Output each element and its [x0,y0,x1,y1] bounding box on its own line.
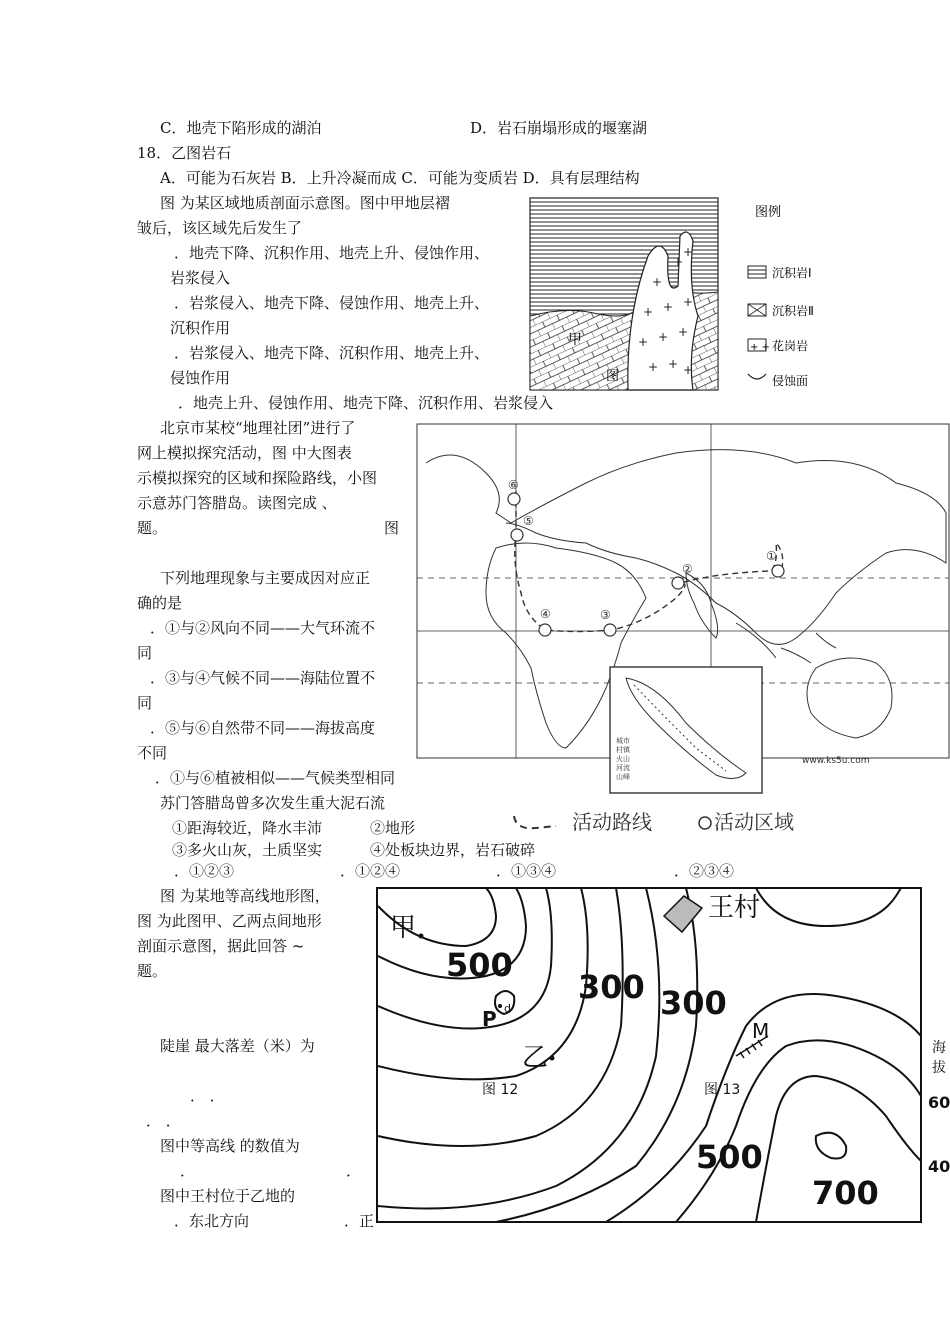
label-wangcun: 王村 [708,893,761,923]
label-d: d [504,1002,511,1015]
contour-intro-line4: 题。 [137,962,168,980]
svg-text:+: + [673,255,684,269]
legend-swatch-erosion [748,374,766,379]
q21-choice-d: ．②③④ [674,862,735,880]
q19-option-b: ．岩浆侵入、地壳下降、侵蚀作用、地壳上升、 [174,294,490,312]
contour-500-b: 500 [696,1138,763,1176]
q21-item-4: ④处板块边界，岩石破碎 [370,841,536,859]
q20-option-a-cont: 同 [137,644,153,662]
svg-text:+: + [643,305,654,319]
svg-text:+: + [683,245,694,259]
svg-text:+: + [683,295,694,309]
legend-route-label: 活动路线 [572,810,652,834]
label-jia: 甲 [568,332,582,348]
contour-700: 700 [812,1174,879,1212]
map-intro-line5: 题。 [137,519,168,537]
q19-option-a: ．地壳下降、沉积作用、地壳上升、侵蚀作用、 [174,244,490,262]
q23-option-a: ． [180,1162,196,1180]
svg-text:+: + [663,300,674,314]
label-point-5: ⑤ [523,514,534,528]
contour-intro-line2: 图 为此图甲、乙两点间地形 [137,912,322,930]
q20-option-b: ．③与④气候不同——海陆位置不 [150,669,376,687]
inset-legend-volcano: 火山 [616,755,630,763]
label-point-6: ⑥ [508,478,519,492]
svg-text:+: + [658,330,669,344]
q18-stem: 18．乙图岩石 [137,144,232,162]
area-point-1 [772,565,784,577]
watermark: www.ks5u.com [802,756,870,766]
q19-stem-line2: 皱后，该区域先后发生了 [137,219,303,237]
q21-item-2: ②地形 [370,819,416,837]
q19-option-b-cont: 沉积作用 [170,319,231,337]
contour-300-a: 300 [578,968,645,1006]
svg-text:+: + [652,275,663,289]
sumatra-inset [610,667,762,793]
inset-legend-peak: 山峰 [616,773,630,781]
q23-stem: 图中等高线 的数值为 [160,1137,300,1155]
inset-legend-river: 河流 [616,764,630,772]
point-jia-dot [419,934,424,939]
q20-option-d: ．①与⑥植被相似——气候类型相同 [155,769,396,787]
q21-stem: 苏门答腊岛曾多次发生重大泥石流 [160,794,386,812]
route-map-legend [506,806,816,836]
legend-area-label: 活动区域 [714,810,794,834]
side-label-ba: 拔 [932,1060,946,1076]
area-point-3 [604,624,616,636]
q24-option-b: ．正 [344,1212,375,1230]
q22-options: ． ． [190,1087,225,1105]
legend-sed2: 沉积岩Ⅱ [772,304,814,318]
q19-option-a-cont: 岩浆侵入 [170,269,231,287]
label-tu: 图 [606,369,620,384]
map-intro-line2: 网上模拟探究活动，图 中大图表 [137,444,352,462]
svg-text:+: + [678,325,689,339]
q21-item-1: ①距海较近，降水丰沛 [172,819,323,837]
q24-option-a: ．东北方向 [174,1212,250,1230]
q20-option-a: ．①与②风向不同——大气环流不 [150,619,376,637]
contour-500-a: 500 [446,946,513,984]
area-point-4 [539,624,551,636]
q17-option-d: D．岩石崩塌形成的堰塞湖 [470,119,648,137]
label-point-4: ④ [540,607,551,621]
fig13-caption: 图 13 [704,1082,741,1098]
legend-swatch-sed1 [748,266,766,278]
q19-option-d: ．地壳上升、侵蚀作用、地壳下降、沉积作用、岩浆侵入 [178,394,554,412]
contour-intro-line3: 剖面示意图，据此回答 ~ [137,937,305,955]
svg-text:+: + [648,360,659,374]
point-yi-dot [550,1056,555,1061]
q18-options: A．可能为石灰岩 B．上升冷凝而成 C．可能为变质岩 D．具有层理结构 [160,169,640,187]
q21-choice-b: ．①②④ [340,862,401,880]
q22-options-2: ． ． [146,1112,181,1130]
map-intro-fig-label: 图 [384,519,400,537]
side-tick-600: 60 [928,1093,950,1112]
label-point-1: ① [766,549,777,563]
world-route-map [416,423,950,798]
label-jia: 甲 [390,913,417,943]
label-p: P [482,1007,497,1031]
q20-stem-line2: 确的是 [137,594,183,612]
legend-title: 图例 [755,205,782,220]
area-point-6 [508,493,520,505]
q20-stem-line1: 下列地理现象与主要成因对应正 [160,569,371,587]
point-p-dot [498,1004,502,1008]
legend-sed1: 沉积岩Ⅰ [772,266,812,280]
map-intro-line4: 示意苏门答腊岛。读图完成 、 [137,494,337,512]
q19-option-c-cont: 侵蚀作用 [170,369,231,387]
q22-stem: 陡崖 最大落差（米）为 [160,1037,315,1055]
fig12-caption: 图 12 [482,1082,519,1098]
label-m: M [752,1019,770,1043]
geology-cross-section-figure [528,196,828,392]
q21-choice-c: ．①③④ [496,862,557,880]
q24-stem: 图中王村位于乙地的 [160,1187,296,1205]
svg-text:+: + [638,335,649,349]
legend-area-icon [699,817,711,829]
contour-intro-line1: 图 为某地等高线地形图， [160,887,330,905]
q20-option-c: ．⑤与⑥自然带不同——海拔高度 [150,719,376,737]
q21-choice-a: ．①②③ [174,862,235,880]
label-point-2: ② [682,562,693,576]
map-intro-line1: 北京市某校“地理社团”进行了 [160,419,356,437]
svg-text:+ +: + + [750,342,770,353]
contour-300-b: 300 [660,984,727,1022]
area-point-2 [672,577,684,589]
side-label-hai: 海 [932,1040,946,1056]
q20-option-c-cont: 不同 [137,744,168,762]
legend-granite: 花岗岩 [772,339,809,353]
label-yi: 乙 [522,1043,549,1073]
side-tick-400: 40 [928,1157,950,1176]
q23-option-b: ． [346,1162,362,1180]
q19-stem-line1: 图 为某区域地质剖面示意图。图中甲地层褶 [160,194,450,212]
legend-erosion: 侵蚀面 [772,374,809,388]
q17-option-c: C．地壳下陷形成的湖泊 [160,119,322,137]
map-intro-line3: 示模拟探究的区域和探险路线，小图 [137,469,378,487]
contour-map-figure [376,886,950,1226]
label-point-3: ③ [600,608,611,622]
inset-legend-town: 村镇 [616,746,630,754]
svg-text:+: + [668,357,679,371]
q20-option-b-cont: 同 [137,694,153,712]
svg-text:+: + [683,363,694,377]
q21-item-3: ③多火山灰，土质坚实 [172,841,323,859]
area-point-5 [511,529,523,541]
q19-option-c: ．岩浆侵入、地壳下降、沉积作用、地壳上升、 [174,344,490,362]
inset-legend-city: 城市 [616,737,630,745]
